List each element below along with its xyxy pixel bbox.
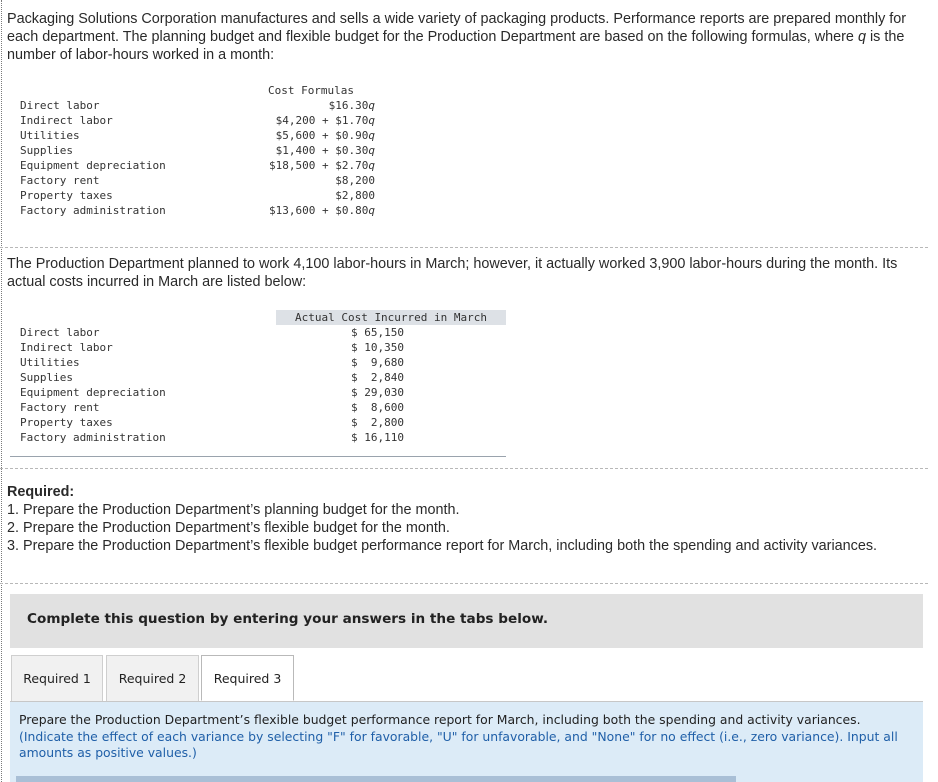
- actual-row-label: Factory administration: [20, 431, 166, 444]
- actual-row-label: Indirect labor: [20, 341, 113, 354]
- left-border: [1, 0, 2, 782]
- intro-text-end: is the number of labor-hours worked in a month:: [7, 29, 905, 63]
- variable-q: q: [368, 99, 375, 112]
- formula-row-value: $13,600 + $0.80q: [269, 204, 375, 217]
- tab-label: Required 2: [118, 671, 187, 686]
- formula-row-value: $18,500 + $2.70q: [269, 159, 375, 172]
- actual-row-label: Equipment depreciation: [20, 386, 166, 399]
- formula-row-label: Indirect labor: [20, 114, 113, 127]
- tab-label: Required 1: [23, 671, 91, 686]
- report-table-top-edge: [16, 776, 736, 782]
- required-item-3: 3. Prepare the Production Department’s flexible budget performance report for March, including both the spending and activity variances.: [7, 538, 878, 554]
- formula-row-label: Property taxes: [20, 189, 113, 202]
- actual-table-labels: [20, 325, 166, 445]
- actual-row-label: Utilities: [20, 356, 80, 369]
- actual-row-label: Property taxes: [20, 416, 113, 429]
- formula-table-header: Cost Formulas: [267, 84, 355, 97]
- instruction-text: Complete this question by entering your answers in the tabs below.: [27, 611, 549, 627]
- instructions-panel: [10, 702, 923, 782]
- required-item-2: 2. Prepare the Production Department’s flexible budget for the month.: [7, 520, 450, 536]
- tab-label: Required 3: [213, 670, 282, 686]
- required-section: [7, 483, 922, 555]
- formula-row-label: Supplies: [20, 144, 73, 157]
- section-divider: [0, 468, 928, 469]
- formula-row-value: $2,800: [335, 189, 375, 202]
- actual-row-value: $ 2,800: [351, 416, 404, 429]
- tab-required-1[interactable]: [11, 655, 103, 701]
- tab-required-2[interactable]: [106, 655, 199, 701]
- formula-row-label: Utilities: [20, 129, 80, 142]
- variable-q: q: [368, 129, 375, 142]
- formula-row-label: Direct labor: [20, 99, 100, 112]
- formula-row-label: Equipment depreciation: [20, 159, 166, 172]
- actual-row-label: Supplies: [20, 371, 73, 384]
- required-heading: Required:: [7, 484, 75, 500]
- actual-row-value: $ 8,600: [351, 401, 404, 414]
- formula-row-value: $8,200: [335, 174, 375, 187]
- actual-row-label: Direct labor: [20, 326, 100, 339]
- actual-row-value: $ 65,150: [351, 326, 404, 339]
- panel-main-text: Prepare the Production Department’s flexible budget performance report for March, including both the spending and activity variances.: [19, 712, 861, 727]
- actual-row-value: $ 2,840: [351, 371, 404, 384]
- section-divider: [0, 247, 928, 248]
- formula-row-label: Factory rent: [20, 174, 100, 187]
- required-item-1: 1. Prepare the Production Department’s planning budget for the month.: [7, 502, 460, 518]
- actual-row-value: $ 9,680: [351, 356, 404, 369]
- actual-row-value: $ 10,350: [351, 341, 404, 354]
- variable-q: q: [368, 159, 375, 172]
- tab-required-3[interactable]: [201, 655, 294, 701]
- variable-q: q: [368, 204, 375, 217]
- formula-row-label: Factory administration: [20, 204, 166, 217]
- actual-intro-paragraph: The Production Department planned to work 4,100 labor-hours in March; however, it actually worked 3,900 labor-hours during the month. Its actual costs incurred in March are listed below:: [7, 256, 898, 290]
- formula-row-value: $4,200 + $1.70q: [275, 114, 375, 127]
- actual-table-values: [351, 325, 441, 445]
- variable-q: q: [368, 144, 375, 157]
- instruction-bar: [10, 594, 923, 648]
- section-divider: [0, 583, 928, 584]
- formula-row-value: $1,400 + $0.30q: [275, 144, 375, 157]
- actual-row-label: Factory rent: [20, 401, 100, 414]
- intro-paragraph: [7, 10, 922, 64]
- actual-table-header: Actual Cost Incurred in March: [276, 310, 506, 325]
- formula-row-value: $5,600 + $0.90q: [275, 129, 375, 142]
- panel-note-text: (Indicate the effect of each variance by selecting "F" for favorable, "U" for unfavorable, and "None" for no effect (i.e., zero variance). Input all amounts as positive values.): [19, 728, 898, 760]
- actual-table-bottom-rule: [10, 456, 506, 457]
- intro-text: Packaging Solutions Corporation manufactures and sells a wide variety of packaging products. Performance reports are prepared monthly for each department. The planning budget and flexible budget for the Production Department are based on the following formulas, where: [7, 11, 907, 45]
- intro-variable: q: [857, 29, 866, 45]
- formula-row-value: $16.30q: [328, 99, 375, 112]
- formula-table-values: [250, 98, 375, 218]
- formula-table-labels: [20, 98, 166, 218]
- actual-row-value: $ 29,030: [351, 386, 404, 399]
- variable-q: q: [368, 114, 375, 127]
- actual-row-value: $ 16,110: [351, 431, 404, 444]
